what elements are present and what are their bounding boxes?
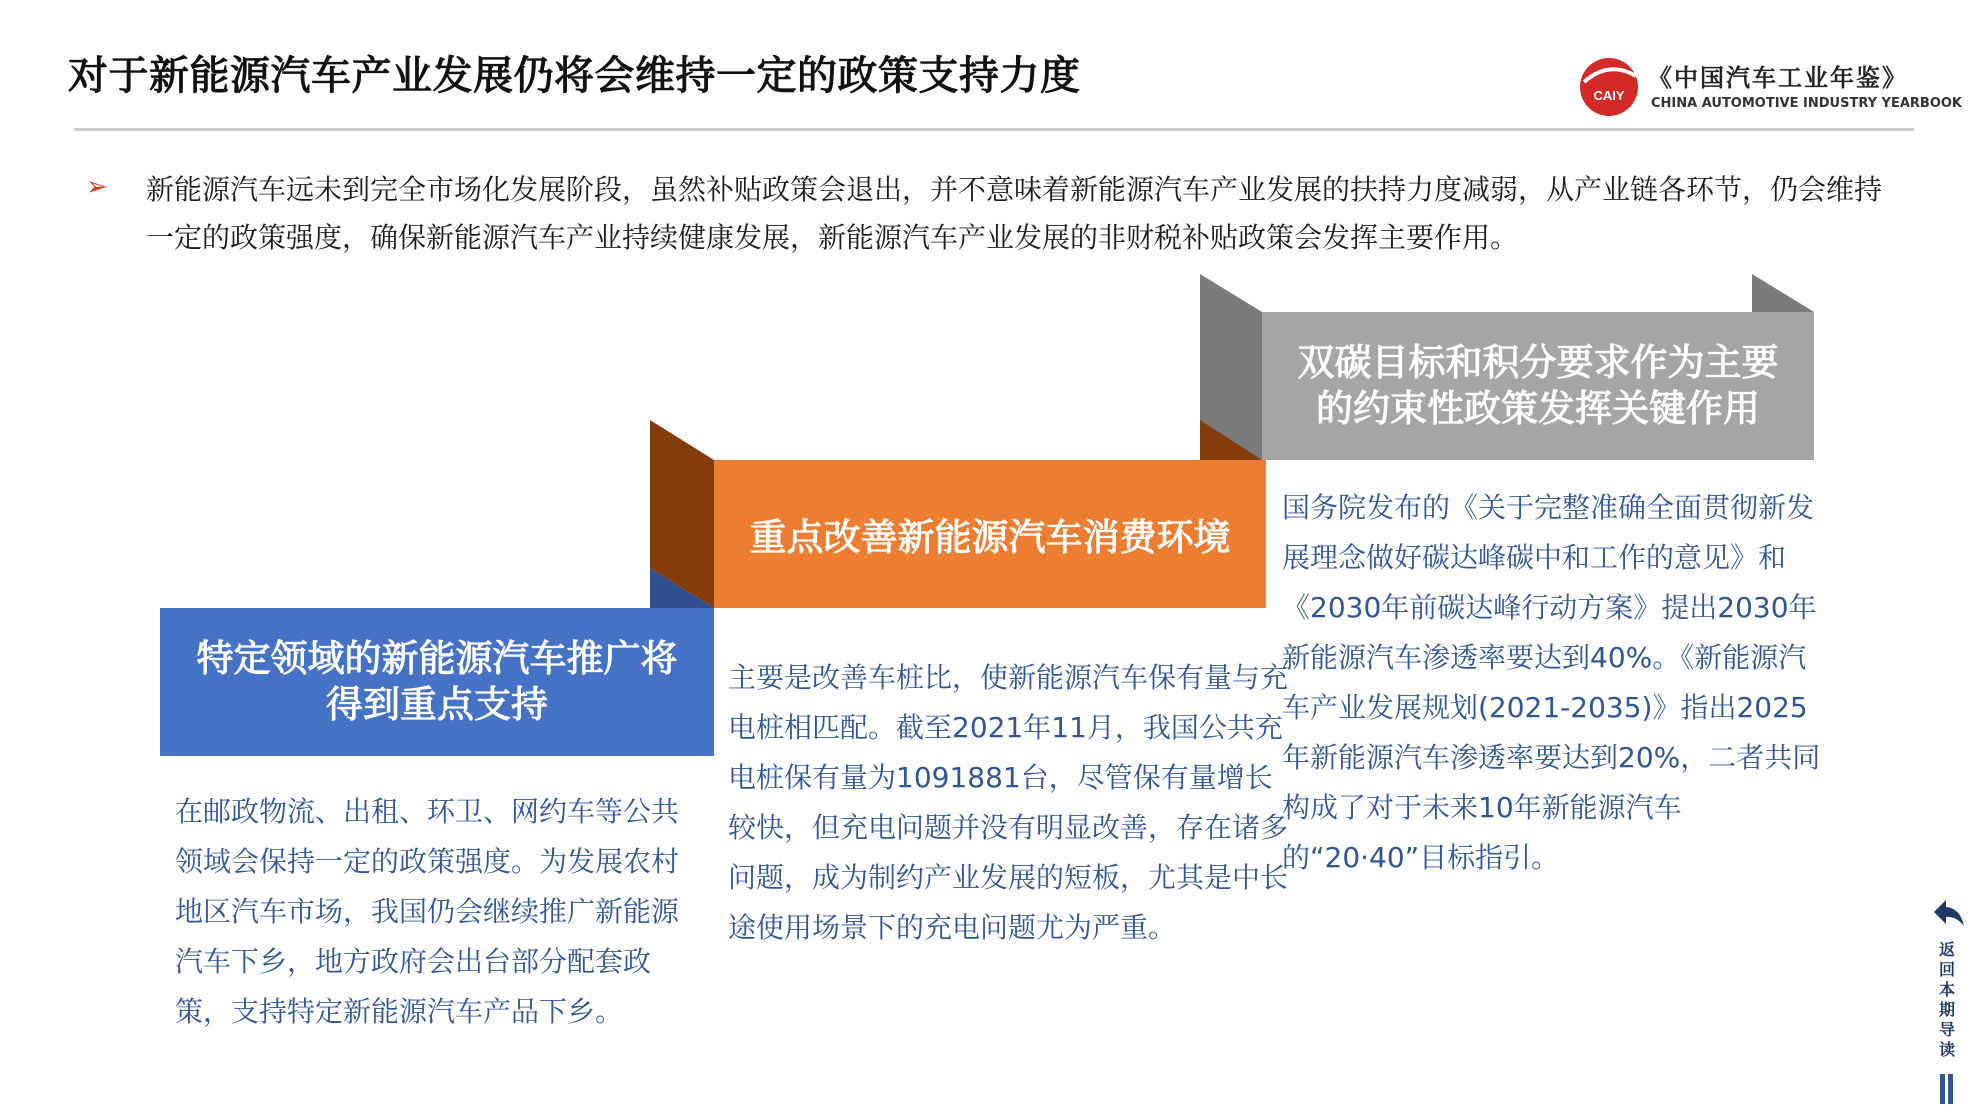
step2-body: 主要是改善车桩比，使新能源汽车保有量与充电桩相匹配。截至2021年11月，我国公共充电桩保有量为1091881台，尽管保有量增长较快，但充电问题并没有明显改善，存在诸多问题，成为制约产业发展的短板，尤其是中长途使用场景下的充电问题尤为严重。	[728, 661, 1289, 944]
step1-heading-box	[160, 608, 714, 756]
step2-heading: 重点改善新能源汽车消费环境	[749, 516, 1231, 559]
step3-right-fold	[1752, 274, 1814, 312]
arrow-bullet-icon: ➢	[86, 172, 108, 202]
back-to-contents-label: 返回本期导读	[1939, 940, 1956, 1059]
logo-badge-text: CAIY	[1593, 88, 1625, 103]
step1-body: 在邮政物流、出租、环卫、网约车等公共领域会保持一定的政策强度。为发展农村地区汽车市场，我国仍会继续推广新能源汽车下乡，地方政府会出台部分配套政策，支持特定新能源汽车产品下乡。	[175, 795, 680, 1028]
step2-heading-box	[714, 460, 1266, 608]
logo-name-cn: 《中国汽车工业年鉴》	[1648, 64, 1908, 92]
page-bars-icon	[1940, 1074, 1954, 1104]
page-title: 对于新能源汽车产业发展仍将会维持一定的政策支持力度	[68, 53, 1081, 99]
intro-paragraph: 新能源汽车远未到完全市场化发展阶段，虽然补贴政策会退出，并不意味着新能源汽车产业发展的扶持力度减弱，从产业链各环节，仍会维持一定的政策强度，确保新能源汽车产业持续健康发展，新能源汽车产业发展的非财税补贴政策会发挥主要作用。	[146, 173, 1883, 254]
step3-heading-box	[1262, 312, 1814, 460]
step1-heading: 特定领域的新能源汽车推广将得到重点支持	[196, 637, 678, 726]
step3-heading: 双碳目标和积分要求作为主要的约束性政策发挥关键作用	[1297, 341, 1779, 430]
step3-body: 国务院发布的《关于完整准确全面贯彻新发展理念做好碳达峰碳中和工作的意见》和《2030年前碳达峰行动方案》提出2030年新能源汽车渗透率要达到40%。《新能源汽车产业发展规划(2021-2035)》指出2025年新能源汽车渗透率要达到20%，二者共同构成了对于未来10年新能源汽车的“20·40”目标指引。	[1282, 491, 1821, 874]
return-arrow-icon	[1930, 896, 1966, 932]
logo-name-en: CHINA AUTOMOTIVE INDUSTRY YEARBOOK	[1651, 96, 1963, 111]
